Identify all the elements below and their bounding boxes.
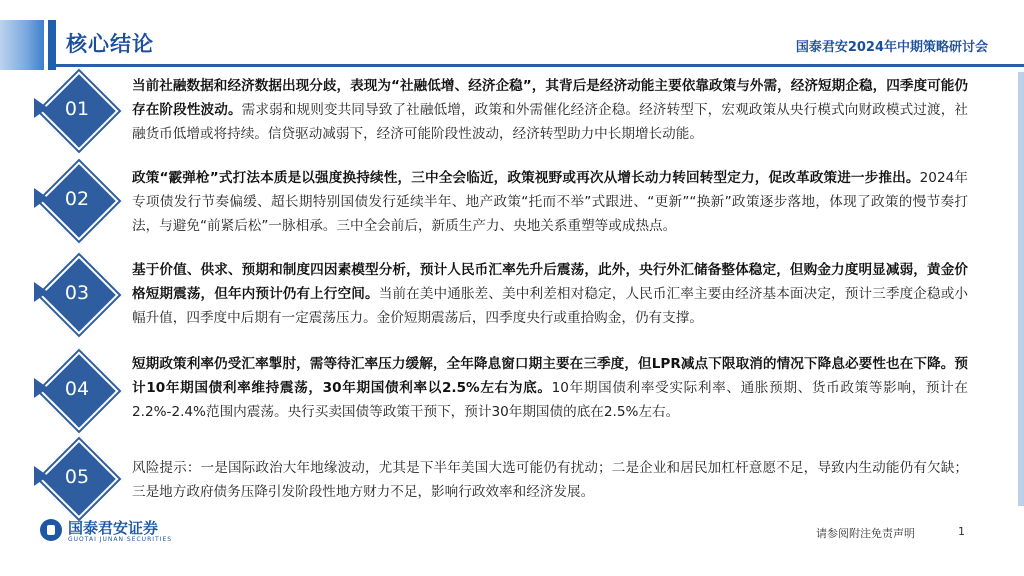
item-marker-05 (40, 440, 114, 514)
supporting-text: 需求弱和规则变共同导致了社融低增，政策和外需催化经济企稳。经济转型下，宏观政策从央行模式向财政模式过渡，社融货币低增或将持续。信贷驱动减弱下，经济可能阶段性波动，经济转型助力中长期增长动能。 (132, 102, 968, 142)
header-divider (56, 64, 1024, 67)
pointer-icon (34, 98, 48, 118)
company-logo-icon (40, 519, 62, 541)
item-number: 02 (64, 188, 90, 210)
pointer-icon (34, 282, 48, 302)
company-name-cn: 国泰君安证券 (68, 519, 159, 537)
pointer-icon (34, 466, 48, 486)
risk-warning-paragraph (132, 456, 968, 504)
item-marker-01 (40, 72, 114, 146)
conclusion-paragraph-04 (132, 352, 968, 424)
conclusion-paragraph-03 (132, 258, 968, 330)
risk-warning-text: 风险提示：一是国际政治大年地缘波动，尤其是下半年美国大选可能仍有扰动；二是企业和居民加杠杆意愿不足，导致内生动能仍有欠缺；三是地方政府债务压降引发阶段性地方财力不足，影响行政效率和经济发展。 (132, 460, 968, 500)
header-accent-bar (48, 20, 56, 70)
page-number: 1 (958, 525, 965, 538)
item-number: 05 (64, 466, 90, 488)
company-name-en: GUOTAI JUNAN SECURITIES (68, 536, 173, 543)
item-number: 04 (64, 378, 90, 400)
key-point-text: 基于价值、供求、预期和制度四因素模型分析，预计人民币汇率先升后震荡，此外，央行外汇储备整体稳定，但购金力度明显减弱，黄金价格短期震荡，但年内预计仍有上行空间。 (132, 262, 968, 302)
header-accent-gradient (0, 20, 44, 70)
conclusion-paragraph-02 (132, 166, 968, 238)
right-edge-bar (1018, 72, 1024, 506)
key-point-text: 政策“霰弹枪”式打法本质是以强度换持续性，三中全会临近，政策视野或再次从增长动力转回转型定力，促改革政策进一步推出。 (132, 170, 920, 186)
supporting-text: 10年期国债利率受实际利率、通胀预期、货币政策等影响，预计在2.2%-2.4%范围内震荡。央行买卖国债等政策干预下，预计30年期国债的底在2.5%左右。 (132, 380, 969, 420)
item-marker-02 (40, 162, 114, 236)
pointer-icon (34, 378, 48, 398)
conclusion-paragraph-01 (132, 74, 968, 146)
key-point-text: 当前社融数据和经济数据出现分歧，表现为“社融低增、经济企稳”，其背后是经济动能主要依靠政策与外需，经济短期企稳，四季度可能仍存在阶段性波动。 (132, 78, 968, 118)
page-title: 核心结论 (66, 32, 154, 56)
disclaimer-note: 请参阅附注免责声明 (816, 527, 915, 540)
key-point-text: 短期政策利率仍受汇率掣肘，需等待汇率压力缓解，全年降息窗口期主要在三季度，但LPR减点下限取消的情况下降息必要性也在下降。预计10年期国债利率维持震荡，30年期国债利率以2.5%左右为底。 (132, 356, 968, 396)
item-number: 01 (64, 98, 90, 120)
conference-name: 国泰君安2024年中期策略研讨会 (795, 40, 988, 55)
pointer-icon (34, 188, 48, 208)
item-marker-03 (40, 256, 114, 330)
item-marker-04 (40, 352, 114, 426)
supporting-text: 2024年专项债发行节奏偏缓、超长期特别国债发行延续半年、地产政策“托而不举”式跟进、“更新”“换新”政策逐步落地，体现了政策的慢节奏打法，与避免“前紧后松”一脉相承。三中全会前后，新质生产力、央地关系重塑等或成热点。 (132, 170, 968, 234)
supporting-text: 当前在美中通胀差、美中利差相对稳定，人民币汇率主要由经济基本面决定，预计三季度企稳或小幅升值，四季度中后期有一定震荡压力。金价短期震荡后，四季度央行或重拾购金，仍有支撑。 (132, 286, 969, 326)
item-number: 03 (64, 282, 90, 304)
